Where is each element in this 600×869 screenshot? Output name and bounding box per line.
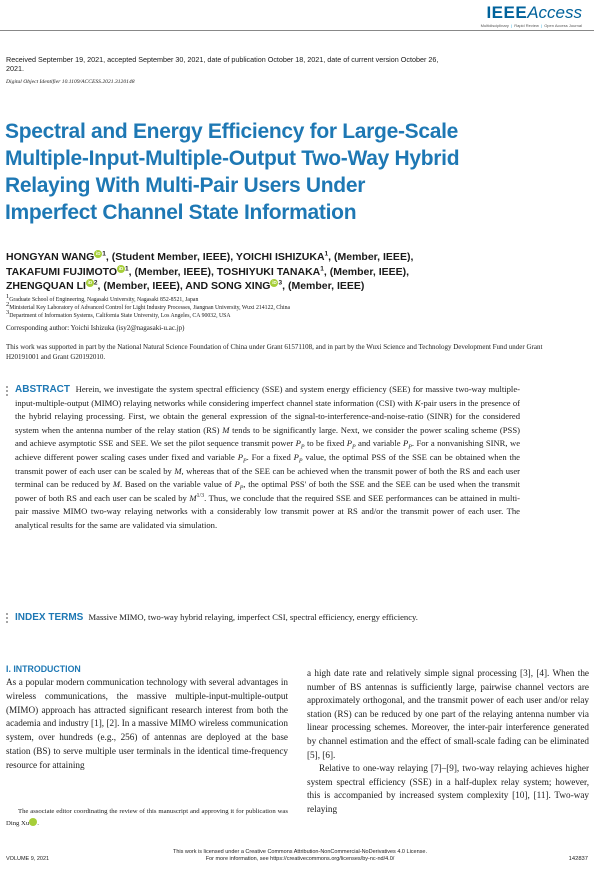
footer-license: [130, 849, 470, 863]
section-marker-icon: [6, 613, 9, 625]
author[interactable]: AND SONG XING iD $^3$, (Member, IEEE): [185, 279, 365, 292]
index-terms-label: INDEX TERMS: [15, 612, 84, 623]
author[interactable]: TAKAFUMI FUJIMOTO iD $^1$, (Member, IEEE),: [6, 265, 217, 278]
orcid-icon[interactable]: iD: [272, 280, 277, 285]
index-terms: [15, 611, 520, 625]
header-divider: [0, 30, 594, 31]
author-list: [6, 250, 586, 294]
author-line: [6, 250, 586, 265]
tagline-item: Rapid Review: [514, 23, 539, 28]
journal-name-italic: Access: [527, 3, 582, 22]
received-dates: Received September 19, 2021, accepted September 30, 2021, date of publication October 18, 2021, date of current version October 26, 2021.: [6, 55, 439, 73]
author-line: [6, 279, 586, 294]
intro-paragraph: As a popular modern communication technology with several advantages in wireless communications, the massive multiple-input-multiple-output (MIMO) approach has attracted significant research interest from both the academia and industry [1], [2]. In a massive MIMO wireless communication system, over hundreds (e.g., 256) of antennas are deployed at the base station (BS) to serve multiple user terminals in the identical time-frequency resource for attaining: [6, 677, 288, 770]
orcid-icon[interactable]: iD: [29, 818, 37, 826]
orcid-icon[interactable]: iD: [96, 251, 101, 256]
journal-tagline: [481, 23, 582, 28]
license-link[interactable]: For more information, see https://creativecommons.org/licenses/by-nc-nd/4.0/: [205, 856, 395, 862]
journal-logo: [481, 3, 582, 28]
section-marker-icon: [6, 386, 9, 398]
author[interactable]: ZHENGQUAN LI iD $^2$, (Member, IEEE),: [6, 279, 186, 292]
tagline-item: Open Access Journal: [544, 23, 582, 28]
journal-name-bold: IEEE: [486, 3, 528, 22]
abstract-text: Herein, we investigate the system spectral efficiency (SSE) and system energy efficiency (SEE) for massive two-way multiple-input-multiple-output (MIMO) relaying networks while considering imperfect channel state information (CSI) with K-pair users in the presence of the hybrid relaying processing. First, we obtain the general expression of the signal-to-interference-and-noise-ratio (SINR) for the considered system when the antenna number of the relay station (RS) M tends to be significantly large. Next, we consider the power scaling scheme (PSS) and achieve asymptotic SSE and SEE. We set the pilot sequence transmit power $P_P$ to be fixed $P_P$ and variable $P_P$. For a nonvanishing SINR, we achieve different power scaling cases under fixed and variable $P_P$. For a fixed $P_P$ value, the optimal PSS of the SSE can be obtained when the transmit power of each user can be scaled by M, whereas that of the SEE can be achieved when the transmit power of both the RS and each user terminal can be reduced by M. Based on the variable value of $P_P$, the optimal PSS' of both the SSE and the SEE can be used when the transmit power of both RS and each user can be scaled by $M^{1/3}$. Thus, we conclude that the required SSE and SEE performances can be attained in multi-pair massive MIMO two-way relaying networks with a considerably low transmit power at RS and/or the transmit power of each user. The analytical results for the same are validated via simulation.: [15, 384, 521, 530]
affiliation: $^1$Graduate School of Engineering, Nagasaki University, Nagasaki 852-8521, Japan: [6, 293, 199, 303]
doi[interactable]: Digital Object Identifier 10.1109/ACCESS.2021.3120148: [6, 79, 135, 85]
intro-left-column: [6, 664, 288, 773]
abstract: [15, 383, 520, 533]
section-heading: I. INTRODUCTION: [6, 664, 81, 674]
intro-right-column: [307, 667, 589, 817]
author[interactable]: TOSHIYUKI TANAKA$^1$, (Member, IEEE),: [216, 265, 410, 278]
index-terms-text: Massive MIMO, two-way hybrid relaying, imperfect CSI, spectral efficiency, energy efficiency.: [88, 612, 418, 622]
tagline-item: Multidisciplinary: [480, 23, 509, 28]
paper-title: Spectral and Energy Efficiency for Large-Scale Multiple-Input-Multiple-Output Two-Way Hybrid Relaying With Multi-Pair Users Under Imperfect Channel State Information: [5, 120, 460, 224]
footer-volume: VOLUME 9, 2021: [6, 856, 50, 862]
affiliations: [6, 293, 291, 320]
orcid-icon[interactable]: iD: [118, 265, 124, 271]
author-line: [6, 265, 586, 280]
editor-note: The associate editor coordinating the review of this manuscript and approving it for publication was Ding Xu iD.: [6, 808, 288, 827]
affiliation: $^2$Ministerial Key Laboratory of Advanced Control for Light Industry Processes, Jiangnan University, Wuxi 214122, China: [6, 301, 291, 311]
intro-paragraph: Relative to one-way relaying [7]–[9], two-way relaying achieves higher system spectral efficiency (SSE) in a half-duplex relay system; however, this is accompanied by increased system complexity [10], [11]. Two-way relaying: [307, 763, 589, 814]
funding-note: This work was supported in part by the National Natural Science Foundation of China under Grant 61571108, and in part by the Wuxi Science and Technology Development Fund under Grant H20191001 and Grant G20192010.: [6, 343, 543, 361]
orcid-icon[interactable]: iD: [87, 280, 93, 285]
author[interactable]: HONGYAN WANG iD $^1$, (Student Member, IEEE),: [6, 250, 236, 263]
tagline-separator: |: [541, 23, 543, 28]
page-number: 142837: [568, 856, 588, 862]
corresponding-author: Corresponding author: Yoichi Ishizuka (isy2@nagasaki-u.ac.jp): [6, 324, 185, 332]
affiliation: $^3$Department of Information Systems, California State University, Los Angeles, CA 90032, USA: [6, 309, 231, 319]
intro-paragraph: a high date rate and relatively simple signal processing [3], [4]. When the number of BS antennas is sufficiently large, pairwise channel vectors are approximately orthogonal, and the transmit power of each user and/or relay station (RS) can be reduced by one part of the relaying antenna number via linear processing schemes. Moreover, the inter-pair interference generated by channel estimation and the effect of small-scale fading can be eliminated [5], [6].: [307, 668, 589, 760]
abstract-label: ABSTRACT: [15, 384, 70, 395]
author[interactable]: YOICHI ISHIZUKA$^1$, (Member, IEEE),: [235, 250, 414, 263]
license-line: This work is licensed under a Creative Commons Attribution-NonCommercial-NoDerivatives 4.0 License.: [172, 849, 427, 855]
tagline-separator: |: [511, 23, 513, 28]
